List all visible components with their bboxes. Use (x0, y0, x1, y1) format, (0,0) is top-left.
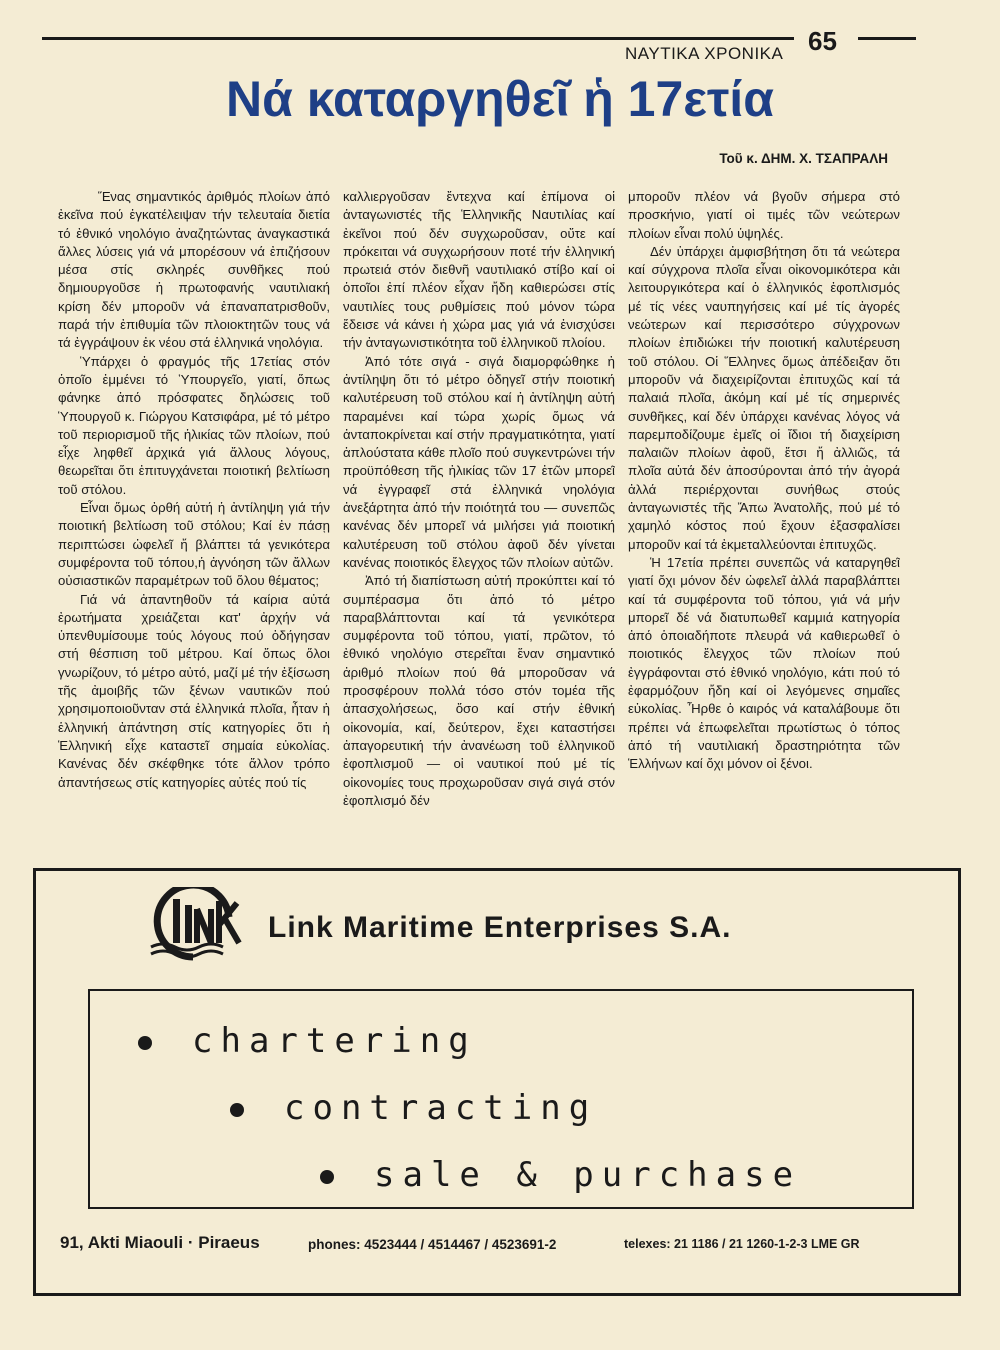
header-rule-right (858, 37, 916, 40)
bullet-icon (230, 1103, 244, 1117)
paragraph: Ἡ 17ετία πρέπει συνεπῶς νά καταργηθεῖ γιατί ὄχι μόνον δέν ὠφελεῖ ἀλλά παραβλάπτει καί τά συμφέροντα τοῦ τόπου, γιά νά μήν μπορεῖ δέ νά διατυπωθεῖ καμμιά κατηγορία ἀπό ὁποιαδήποτε πλευρά νά καθιερωθεῖ ὁ ποιοτικός ἔλεγχος τῶν πλοίων πού ἐγγράφονται στό ἐθνικό νηολόγιο, κάτι πού τό ἐφαρμόζουν ἤδη καί οἱ λεγόμενες σημαῖες εὐκολίας. Ἦρθε ὁ καιρός νά καταλάβουμε ὅτι πρέπει νά ἐπωφελεῖται πρωτίστως ὁ τόπος ἀπό τή ναυτιλιακή δραστηριότητα τῶν Ἑλλήνων καί ὄχι μόνον οἱ ξένοι. (628, 554, 900, 772)
header-rule-left (42, 37, 794, 40)
paragraph: Ἀπό τότε σιγά - σιγά διαμορφώθηκε ἡ ἀντίληψη ὅτι τό μέτρο ὁδηγεῖ στήν ποιοτική καλυτέρευση τοῦ στόλου καί ἡ ἀντίληψη αὐτή παραμένει καί τώρα χωρίς ὅμως νά ἀνταποκρίνεται καί στήν πραγματικότητα, γιατί ἁπλούστατα κάθε πλοῖο πού συγκεντρώνει τήν προϋπόθεση τῆς ἡλικίας τῶν 17 ἐτῶν μπορεῖ νά ἐγγραφεῖ στά ἑλληνικά νηολόγια ἀνεξάρτητα ἀπό τήν ποιότητά του — συνεπῶς κανένας δέν μπορεῖ νά μιλήσει γιά ποιοτική καλυτέρευση τοῦ στόλου ἀφοῦ δέν γίνεται κανένας ποιοτικός ἔλεγχος τῶν πλοίων αὐτῶν. (343, 353, 615, 570)
paragraph: Ὑπάρχει ὁ φραγμός τῆς 17ετίας στόν ὁποῖο ἐμμένει τό Ὑπουργεῖο, γιατί, ὅπως φάνηκε ἀπό πρόσφατες δηλώσεις τοῦ Ὑπουργοῦ κ. Γιώργου Κατσιφάρα, μέ τό μέτρο τοῦ περιορισμοῦ τῆς ἡλικίας τῶν πλοίων, πού εἶχε ληφθεῖ ἀρχικά γιά ἄλλους λόγους, θεωρεῖται ὅτι ἐπιτυγχάνεται ποιοτική βελτίωση τοῦ στόλου. (58, 353, 330, 497)
bullet-icon (138, 1036, 152, 1050)
paragraph: Γιά νά ἀπαντηθοῦν τά καίρια αὐτά ἐρωτήματα χρειάζεται κατ' ἀρχήν νά ὑπενθυμίσουμε τούς λόγους πού ὁδήγησαν στή θέσπιση τοῦ μέτρου. Καί ὅπως ὅλοι γνωρίζουν, τό μέτρο αὐτό, μαζί μέ τήν ἐξίσωση τῆς ἀμοιβῆς τῶν ξένων ναυτικῶν πού χρησιμοποιοῦνταν στά ἑλληνικά πλοῖα, ἦταν ἡ ἑλληνική ἀπάντηση στίς κατηγορίες ὅτι ἡ Ἑλληνική εἶχε καταστεῖ σημαία εὐκολίας. Κανένας δέν σκέφθηκε τότε ἄλλον τρόπο ἀπαντήσεως στίς κατηγορίες αὐτές πού τίς (58, 591, 330, 790)
link-logo-icon (133, 887, 253, 963)
page-number: 65 (808, 26, 837, 56)
service-label: chartering (192, 1021, 477, 1061)
service-label: contracting (284, 1088, 598, 1128)
company-telexes: telexes: 21 1186 / 21 1260-1-2-3 LME GR (624, 1237, 860, 1251)
article-title: Νά καταργηθεῖ ἡ 17ετία (226, 71, 774, 127)
company-address: 91, Akti Miaouli · Piraeus (60, 1233, 260, 1252)
service-item (138, 1021, 477, 1061)
article-column-2 (343, 188, 615, 862)
company-phones: phones: 4523444 / 4514467 / 4523691-2 (308, 1237, 557, 1252)
service-item (320, 1155, 801, 1195)
paragraph: καλλιεργοῦσαν ἔντεχνα καί ἐπίμονα οἱ ἀνταγωνιστές τῆς Ἑλληνικῆς Ναυτιλίας καί ἐκεῖνοι πού δέν συγχωροῦσαν, οὔτε καί πρόκειται νά συγχωρήσουν ποτέ τήν ἑλληνική πρωτειά στόν διεθνῆ ναυτιλιακό στίβο καί οἱ ὁποῖοι ἐπί πλέον εἶχαν ἤδη καθιερώσει στίς ναυτιλίες τους ρυθμίσεις πού μόνον τώρα ἔδεισε νά κάνει ἡ χώρα μας γιά νά ἐνισχύσει τήν ἀνταγωνιστικότητα τοῦ ἑλληνικοῦ πλοίου. (343, 189, 615, 351)
article-column-1 (58, 188, 330, 862)
magazine-name: ΝΑΥΤΙΚΑ ΧΡΟΝΙΚΑ (625, 44, 784, 63)
paragraph: Δέν ὑπάρχει ἀμφισβήτηση ὅτι τά νεώτερα καί σύγχρονα πλοῖα εἶναι οἰκονομικότερα κἀι λειτουργικότερα καί ὁ ἑλληνικός ἐφοπλισμός μέ τίς νέες ναυπηγήσεις καί μέ τίς ἀγορές νεώτερων καί περισσότερο σύγχρονων πλοίων ἐπιδιώκει τήν ποιοτική καλυτέρευση τοῦ στόλου. Οἱ Ἕλληνες ὅμως ἀπέδειξαν ὅτι μποροῦν νά διαχειρίζονται ἐπιτυχῶς καί τά παλαιά πλοῖα, ἀκόμη καί μέ τίς σημερινές συνθῆκες, καί δέν ὑπάρχει κανένας λόγος νά παρεμποδίζουμε ἐμεῖς οἱ ἴδιοι τή διαχείριση παλαιῶν πλοίων ἀφοῦ, ἔτσι ἤ ἀλλιῶς, τά πλοῖα αὐτά δέν ἀποσύρονται ἀπό τήν ἀγορά ἀλλά περιέρχονται συνήθως στούς ἀνταγωνιστές τῆς Ἄπω Ἀνατολῆς, πού μέ τό χαμηλό κόστος πού ἔχουν ἐξασφαλίσει μποροῦν καί τά ἐκμεταλλεύονται ἐπιτυχῶς. (628, 243, 900, 552)
paragraph: Ἕνας σημαντικός ἀριθμός πλοίων ἀπό ἐκεῖνα πού ἐγκατέλειψαν τήν τελευταία διετία τό ἐθνικό νηολόγιο ἀναζητώντας ἀναγκαστικά ἄλλες λύσεις γιά νά μπορέσουν νά ἐπιζήσουν μέσα στίς σκληρές συνθῆκες πού δημιουργοῦσε ἡ πρωτοφανής ναυτιλιακή κρίση δέν μποροῦν νά ἐπαναπατρισθοῦν, παρά τήν ἐπιθυμία τῶν πλοιοκτητῶν τους νά τά ἐγγράψουν ἐκ νέου στά ἑλληνικά νηολόγια. (58, 189, 330, 351)
advertisement-box (33, 868, 961, 1296)
article-column-3 (628, 188, 900, 862)
article-byline: Τοῦ κ. ΔΗΜ. Χ. ΤΣΑΠΡΑΛΗ (719, 151, 888, 166)
paragraph: μποροῦν πλέον νά βγοῦν σήμερα στό προσκήνιο, γιατί οἱ τιμές τῶν νεώτερων πλοίων εἶναι πολύ ὑψηλές. (628, 189, 900, 241)
service-label: sale & purchase (374, 1155, 802, 1195)
company-name: Link Maritime Enterprises S.A. (268, 911, 732, 944)
bullet-icon (320, 1170, 334, 1184)
service-item (230, 1088, 597, 1128)
paragraph: Ἀπό τή διαπίστωση αὐτή προκύπτει καί τό συμπέρασμα ὅτι ἀπό τό μέτρο παραβλάπτονται καί τά γενικότερα συμφέροντα τοῦ τόπου, γιατί, πρῶτον, τό ἐθνικό νηολόγιο στερεῖται ἕναν σημαντικό ἀριθμό πλοίων πού θά μποροῦσαν νά προσφέρουν πολλά τόσο στόν τομέα τῆς ἀπασχολήσεως, ὅσο καί στήν ἐθνική οἰκονομία, καί, δεύτερον, ἔχει καταστήσει ἀπαγορευτική τήν ἀνανέωση τοῦ ἑλληνικοῦ ἐφοπλισμοῦ — οἱ ναυτικοί πού μέ τίς οἰκονομίες τους προχωροῦσαν σιγά σιγά στόν ἐφοπλισμό δέν (343, 573, 615, 808)
services-box (88, 989, 914, 1209)
paragraph: Εἶναι ὅμως ὀρθή αὐτή ἡ ἀντίληψη γιά τήν ποιοτική βελτίωση τοῦ στόλου; Καί ἐν πάσῃ περιπτώσει ὠφελεῖ ἤ βλάπτει τά γενικότερα συμφέροντα τοῦ τόπου,ἡ ἀγνόηση τῶν ἄλλων οὐσιαστικῶν παραμέτρων τοῦ ὅλου θέματος; (58, 500, 330, 589)
